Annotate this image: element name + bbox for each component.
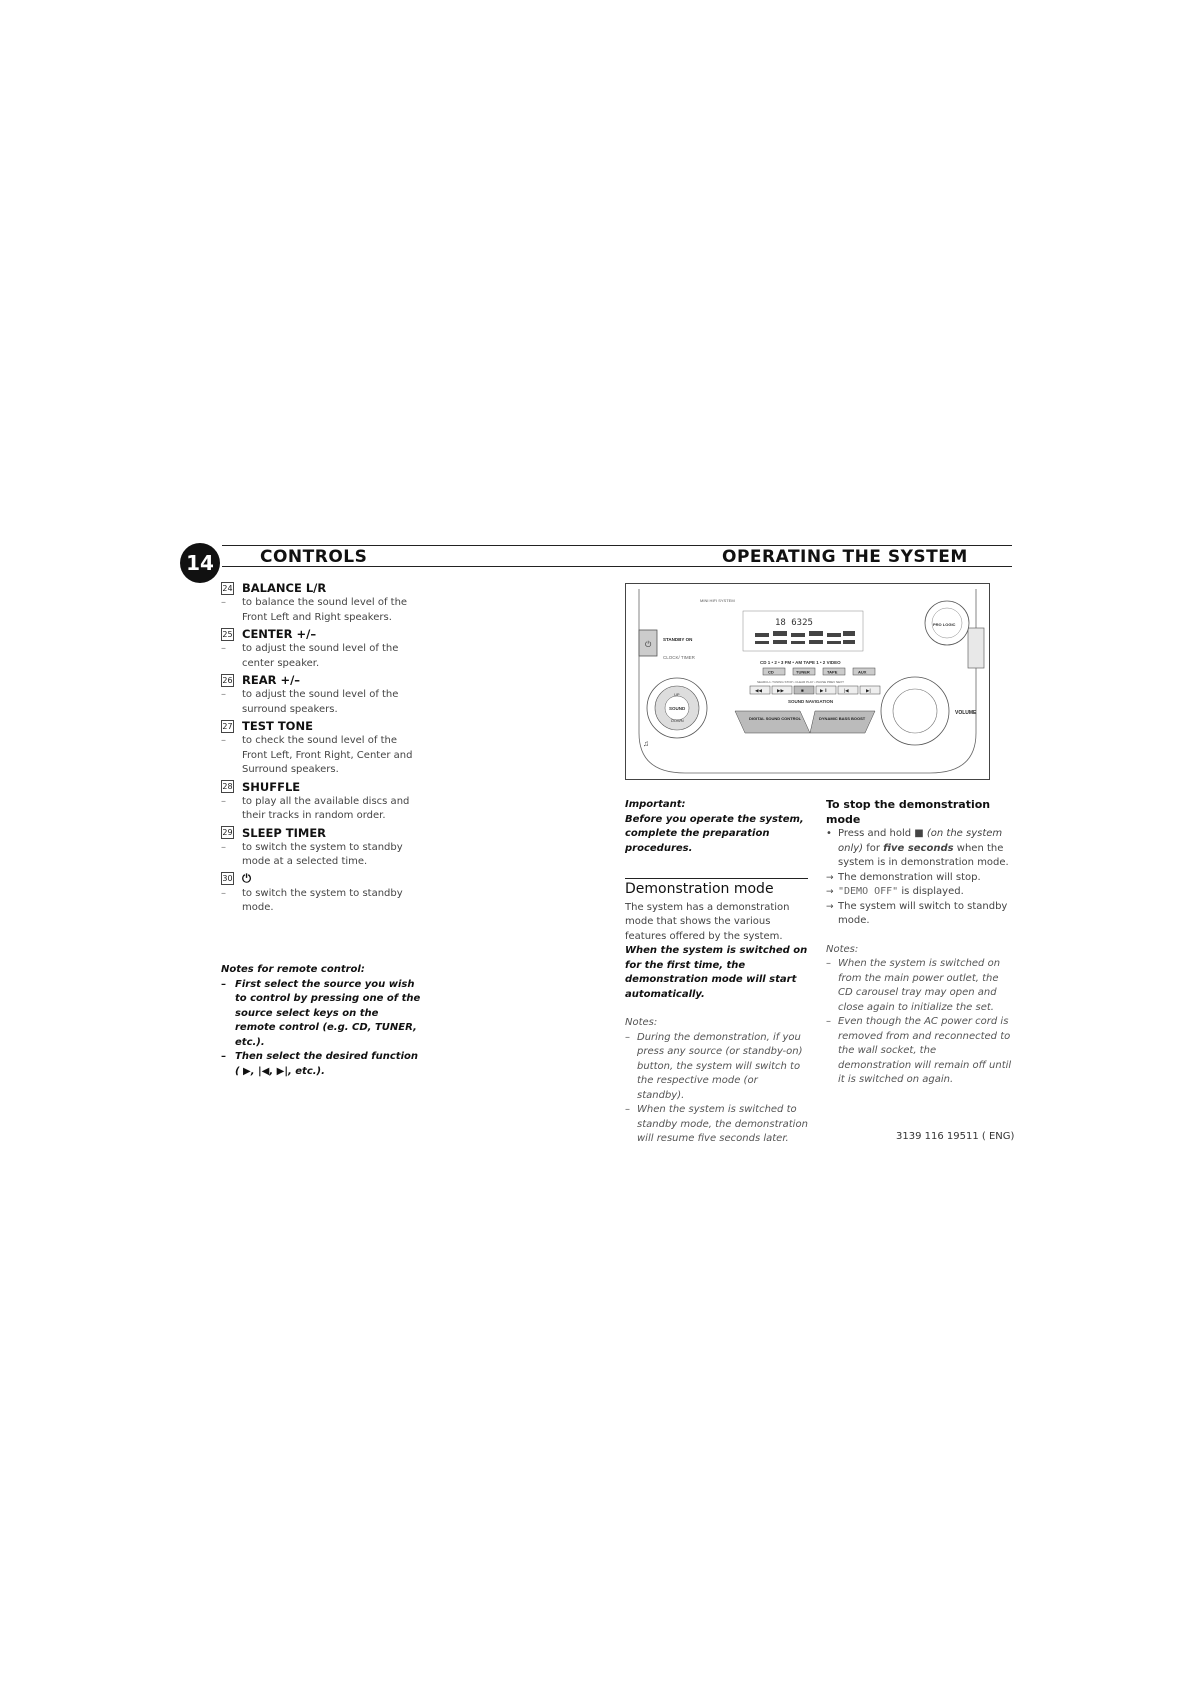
divider bbox=[625, 878, 808, 879]
demonstration-body: The system has a demonstration mode that shows the various features offered by the system. When the system is switched on for the first time, the demonstration mode will start automatically. bbox=[625, 901, 808, 1000]
demo-note: – When the system is switched to standby mode, the demonstration will resume five seconds later. bbox=[625, 1103, 808, 1147]
section-title-operating: OPERATING THE SYSTEM bbox=[722, 547, 968, 567]
control-item bbox=[221, 779, 421, 824]
control-number: 28 bbox=[222, 782, 233, 791]
control-number: 25 bbox=[222, 629, 233, 639]
control-item bbox=[221, 871, 421, 916]
header-rule-top bbox=[222, 545, 1012, 546]
control-number: 26 bbox=[222, 675, 233, 685]
operating-middle-column bbox=[625, 798, 808, 1147]
control-title: SHUFFLE bbox=[242, 779, 301, 794]
stop-demo-title: To stop the demonstration mode bbox=[826, 798, 991, 826]
clock-timer-label: CLOCK/ TIMER bbox=[663, 655, 695, 660]
important-label: Important: bbox=[625, 799, 686, 810]
lcd-text: 18 6325 bbox=[775, 618, 813, 628]
remote-note: – First select the source you wish to control by pressing one of the source select keys on the remote control (e.g. CD, TUNER, etc.). bbox=[221, 978, 421, 1051]
control-item bbox=[221, 825, 421, 870]
side-tray bbox=[968, 628, 984, 668]
result-line: → "DEMO OFF" is displayed. bbox=[826, 885, 1012, 900]
brand-label: MINI HIFI SYSTEM bbox=[700, 598, 735, 603]
source-button-aux: AUX bbox=[858, 669, 867, 675]
section-title-controls: CONTROLS bbox=[260, 547, 368, 567]
control-item bbox=[221, 580, 421, 625]
control-number: 27 bbox=[222, 721, 233, 731]
play-pause-icon: ▶ ‖ bbox=[820, 688, 827, 693]
control-description: – to switch the system to standby mode at a selected time. bbox=[221, 841, 421, 870]
page-number: 14 bbox=[180, 543, 220, 583]
remote-notes bbox=[221, 963, 421, 1079]
result-line: → The demonstration will stop. bbox=[826, 871, 1012, 886]
stop-instruction: • Press and hold ■ (on the system only) for five seconds when the system is in demonstration mode. bbox=[826, 827, 1012, 871]
headphones-icon: ♫ bbox=[643, 739, 649, 748]
remote-note: – Then select the desired function ( ▶, |◀, ▶|, etc.). bbox=[221, 1050, 421, 1079]
dbb-label: DYNAMIC BASS BOOST bbox=[819, 716, 866, 721]
volume-label: VOLUME bbox=[955, 710, 977, 716]
source-button-tuner: TUNER bbox=[796, 669, 810, 675]
up-label: UP bbox=[674, 692, 680, 697]
control-title: TEST TONE bbox=[242, 719, 313, 733]
stop-note: – Even though the AC power cord is removed from and reconnected to the wall socket, the demonstration will remain off until it is switched on again. bbox=[826, 1015, 1012, 1088]
control-description: – to balance the sound level of the Front Left and Right speakers. bbox=[221, 596, 421, 625]
dsc-button bbox=[735, 711, 810, 733]
power-icon: ⏻ bbox=[242, 871, 252, 885]
stop-note: – When the system is switched on from the main power outlet, the CD carousel tray may open and close again to initialize the set. bbox=[826, 957, 1012, 1015]
fast-forward-icon: ▶▶ bbox=[777, 688, 784, 693]
controls-list bbox=[221, 580, 421, 917]
notes-label: Notes: bbox=[625, 1017, 658, 1028]
dsc-label: DIGITAL SOUND CONTROL bbox=[749, 716, 802, 721]
remote-notes-title: Notes for remote control: bbox=[221, 964, 365, 975]
control-number: 29 bbox=[222, 828, 233, 837]
control-number: 24 bbox=[222, 583, 233, 593]
notes-label: Notes: bbox=[826, 943, 859, 955]
stop-icon: ■ bbox=[914, 828, 924, 839]
sound-label: SOUND bbox=[669, 706, 686, 711]
control-title: REAR +/– bbox=[242, 673, 301, 687]
pro-logic-label: PRO LOGIC bbox=[933, 622, 956, 627]
control-description: – to adjust the sound level of the surround speakers. bbox=[221, 688, 421, 717]
control-item bbox=[221, 672, 421, 717]
control-title: BALANCE L/R bbox=[242, 581, 327, 595]
operating-right-column bbox=[826, 798, 1012, 1088]
control-description: – to play all the available discs and their tracks in random order. bbox=[221, 795, 421, 824]
power-icon: ⏻ bbox=[645, 640, 652, 649]
transport-labels: SEARCH • TUNING STOP • CLEAR PLAY • PAUSE PREV NEXT bbox=[757, 680, 845, 684]
standby-label: STANDBY ON bbox=[663, 637, 693, 642]
important-text: Before you operate the system, complete the preparation procedures. bbox=[625, 813, 804, 854]
control-description: – to check the sound level of the Front Left, Front Right, Center and Surround speakers. bbox=[221, 734, 421, 778]
control-description: – to switch the system to standby mode. bbox=[221, 887, 421, 916]
result-line: → The system will switch to standby mode. bbox=[826, 900, 1012, 929]
control-item bbox=[221, 626, 421, 671]
previous-icon: |◀ bbox=[844, 688, 849, 693]
control-title: CENTER +/– bbox=[242, 627, 317, 641]
next-icon: ▶| bbox=[866, 688, 871, 693]
hifi-front-panel-diagram bbox=[625, 583, 990, 780]
sources-label: CD 1 • 2 • 3 FM • AM TAPE 1 • 2 VIDEO bbox=[760, 660, 841, 665]
control-description: – to adjust the sound level of the center speaker. bbox=[221, 642, 421, 671]
demo-note: – During the demonstration, if you press any source (or standby-on) button, the system will switch to the respective mode (or standby). bbox=[625, 1031, 808, 1104]
rewind-icon: ◀◀ bbox=[755, 688, 762, 693]
control-title: SLEEP TIMER bbox=[242, 825, 327, 840]
source-button-cd: CD bbox=[768, 669, 774, 675]
dbb-button bbox=[810, 711, 875, 733]
control-number: 30 bbox=[222, 874, 233, 883]
stop-icon: ■ bbox=[801, 688, 804, 693]
source-button-tape: TAPE bbox=[827, 669, 838, 675]
demonstration-mode-title: Demonstration mode bbox=[625, 881, 774, 897]
document-number: 3139 116 19511 ( ENG) bbox=[896, 1131, 1015, 1142]
sound-navigation-label: SOUND NAVIGATION bbox=[788, 699, 834, 704]
down-label: DOWN bbox=[671, 718, 684, 723]
control-item bbox=[221, 718, 421, 778]
